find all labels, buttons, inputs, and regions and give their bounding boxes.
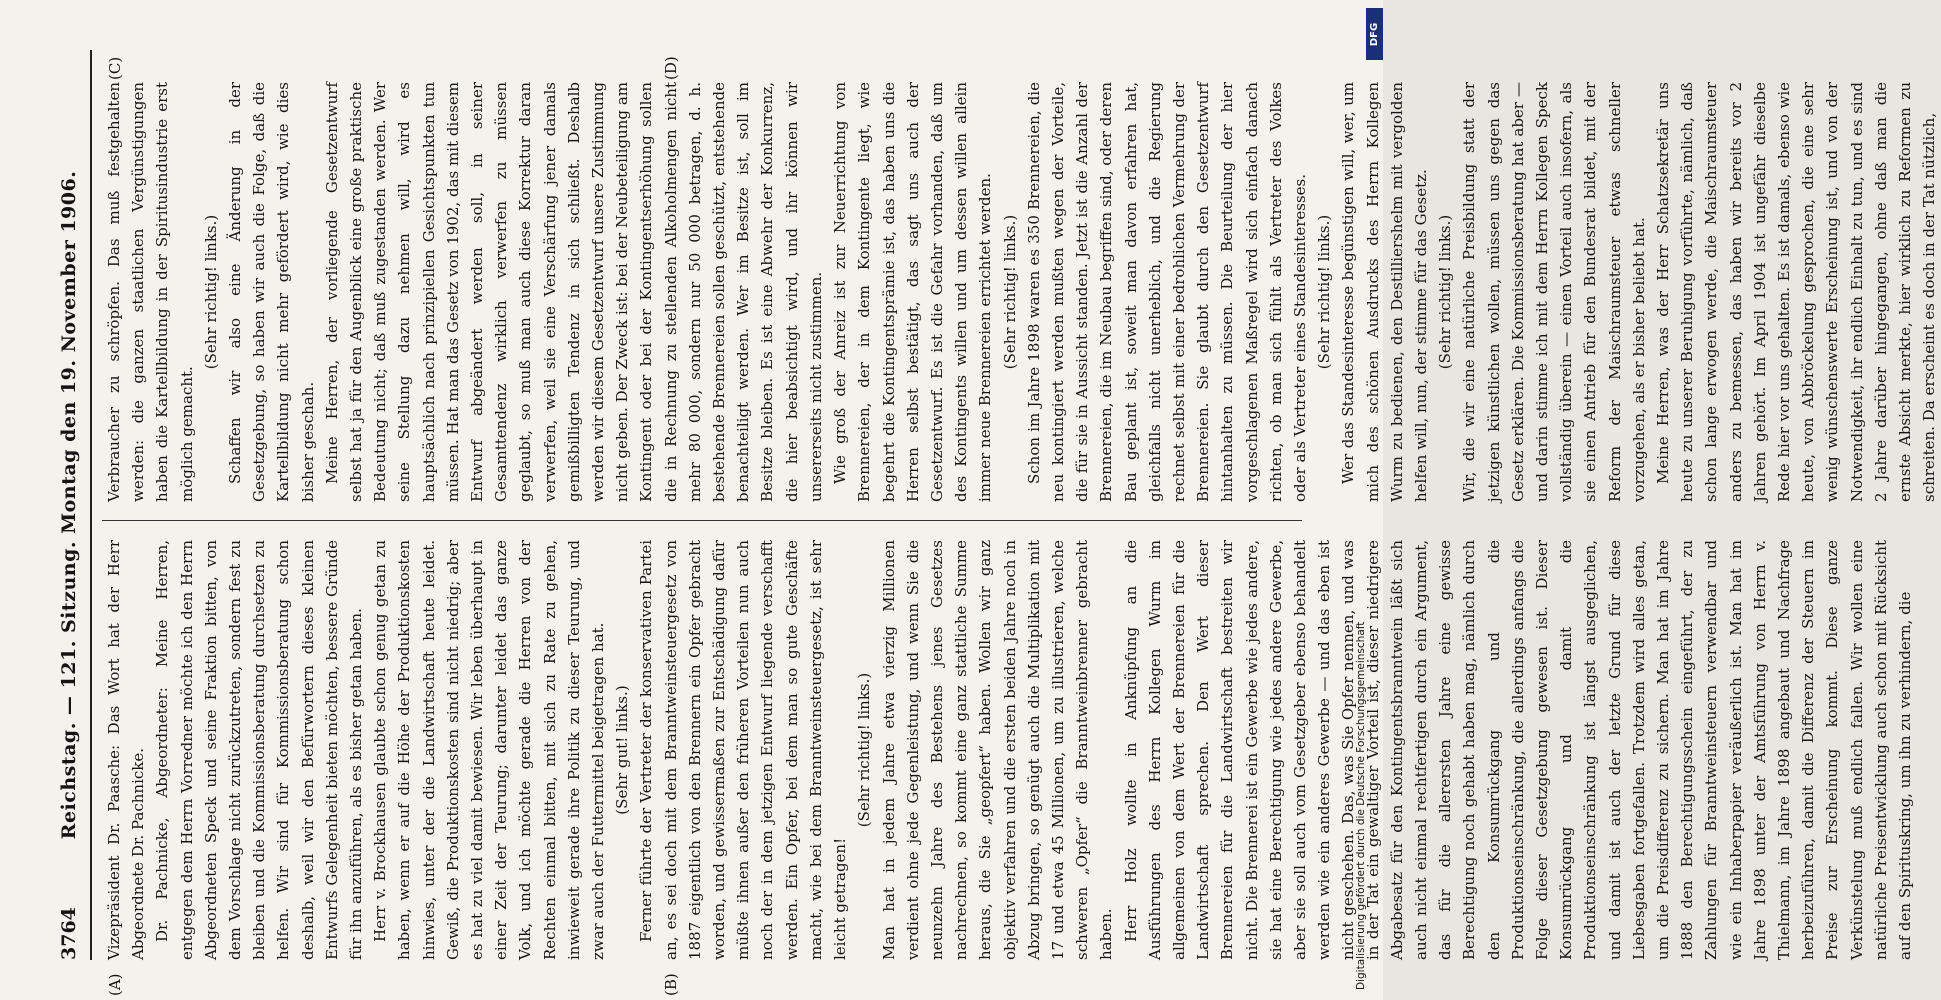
paragraph: Meine Herren, der vorliegende Gesetzentwurf selbst hat ja für den Augenblick eine große praktische Bedeutung nicht; daß muß zugestanden werden. Wer seine Stellung dazu nehmen will, wird es hauptsächlich nach prinzipiellen Gesichtspunkten tun müssen. Hat man das Gesetz von 1902, das mit diesem Entwurf abgeändert werden soll, in seiner Gesamttendenz wirklich verwerfen zu müssen geglaubt, so muß man auch diese Korrektur daran verwerfen, weil sie eine Verschärfung jener damals gemißbilligten Tendenz in sich schließt. Deshalb werden wir diesem Gesetzentwurf unsere Zustimmung nicht geben. Der Zweck ist: bei der Neubeteiligung am Kontingent oder bei der Kontingentserhöhung sollen die in Rechnung zu stellenden Alkoholmengen nicht mehr 80 000, sondern nur 50 000 betragen, d. h. bestehende Brennereien sollen geschützt, entstehende benachteiligt werden. Wer im Besitze ist, soll im Besitze bleiben. Es ist eine Abwehr der Konkurrenz, die hier beabsichtigt wird, und ihr können wir unsererseits nicht zustimmen. [322,82,825,502]
paragraph: Wie groß der Anreiz ist zur Neuerrichtung von Brennereien, der in dem Kontingente liegt, wie begehrt die Kontingentsprämie ist, das haben uns die Herren selbst bestätigt, das sagt uns auch der Gesetzentwurf. Es ist die Gefahr vorhanden, daß um des Kontingents willen und um dessen willen allein immer neue Brennereien errichtet werden. [831,82,995,502]
page-title: Reichstag. — 121. Sitzung. Montag den 19. November 1906. [58,170,80,840]
credit-text: Digitalisierung gefördert durch die Deutsche Forschungsgemeinschaft [1355,621,1367,990]
paragraph: Vizepräsident Dr. Paasche: Das Wort hat der Herr Abgeordnete Dr. Pachnicke. [105,540,148,960]
header-rule [90,50,92,960]
column-divider [102,520,1302,521]
margin-marker-a: (A) [106,973,124,996]
paragraph: (Sehr richtig! links.) [1436,214,1455,370]
dfg-logo-text: DFG [1369,22,1380,46]
paragraph: Dr. Pachnicke, Abgeordneter: Meine Herren, entgegen dem Herrn Vorredner möchte ich den Herrn Abgeordneten Speck und seine Fraktion bitten, von dem Vorschlage nicht zurückzutreten, sondern fest zu bleiben und die Kommissionsberatung durchsetzen zu helfen. Wir sind für Kommissionsberatung schon deshalb, weil wir den Befürwortern dieses kleinen Entwurfs Gelegenheit bieten möchten, bessere Gründe für ihn anzuführen, als es bisher getan haben. [153,540,366,960]
paragraph: Herr v. Brockhausen glaubte schon genug getan zu haben, wenn er auf die Höhe der Produktionskosten hinwies, unter der die Landwirtschaft heute leidet. Gewiß, die Produktionskosten sind nicht niedrig; aber es hat zu viel damit bewiesen. Wir leben überhaupt in einer Zeit der Teurung; darunter leidet das ganze Volk, und ich möchte gerade die Herren von der Rechten einmal bitten, mit sich zu Rate zu gehen, inwieweit gerade ihre Politik zu dieser Teurung, und zwar auch der Futtermittel beigetragen hat. [371,540,608,960]
paragraph: (Sehr richtig! links.) [201,214,220,370]
page-header [50,50,90,960]
paragraph: Herr Holz wollte in Anknüpfung an die Ausführungen des Herrn Kollegen Wurm im allgemeinen von dem Wert der Brennereien für die Landwirtschaft sprechen. Den Wert dieser Brennereien für die Landwirtschaft bestreiten wir nicht. Die Brennerei ist ein Gewerbe wie jedes andere, sie hat eine Berechtigung wie jedes andere Gewerbe, aber sie soll auch vom Gesetzgeber ebenso behandelt werden wie ein anderes Gewerbe — und das eben ist nicht geschehen. Das, was Sie Opfer nennen, und was in der Tat ein gewaltiger Vorteil ist, dieser niedrigere Abgabesatz für den Kontingentsbranntwein läßt sich auch nicht einmal rechtfertigen durch ein Argument, das für die allerersten Jahre eine gewisse Berechtigung noch gehabt haben mag, nämlich durch den Konsumrückgang und die Produktionseinschränkung, die allerdings anfangs die Folge dieser Gesetzgebung gewesen ist. Dieser Konsumrückgang und damit die Produktionseinschränkung ist längst ausgeglichen, und damit ist auch der letzte Grund für diese Liebesgaben fortgefallen. Trotzdem wird alles getan, um die Preisdifferenz zu sichern. Man hat im Jahre 1888 den Berechtigungsschein eingeführt, der zu Zahlungen für Branntweinsteuern verwendbar und wie ein Inhaberpapier veräußerlich ist. Man hat im Jahre 1898 unter der Amtsführung von Herrn v. Thielmann, im Jahre 1898 angebaut und Nachfrage herbeizuführen, damit die Differenz der Steuern im Preise zur Erscheinung kommt. Diese ganze Verkünstelung muß endlich fallen. Wir wollen eine natürliche Preisentwicklung auch schon mit Rücksicht auf den Spirituskring, um ihn zu verhindern, die [1121,540,1915,960]
margin-marker-d: (D) [662,56,680,80]
paragraph: (Sehr gut! links.) [613,685,632,815]
paragraph: (Sehr richtig! links.) [855,672,874,828]
margin-marker-c: (C) [106,56,124,80]
paragraph: Man hat in jedem Jahre etwa vierzig Millionen verdient ohne jede Gegenleistung, und wenn Sie die neunzehn Jahre des Bestehens jenes Gesetzes nachrechnen, so kommt eine ganz stattliche Summe heraus, die Sie „geopfert“ haben. Wollen wir ganz objektiv verfahren und die ersten beiden Jahre noch in Abzug bringen, so genügt auch die Multiplikation mit 17 und etwa 45 Millionen, um zu illustrieren, welche schweren „Opfer“ die Branntweinbrenner gebracht haben. [879,540,1116,960]
paragraph: Wer das Standesinteresse begünstigen will, wer, um mich des schönen Ausdrucks des Herrn Kollegen Wurm zu bedienen, den Destilliershelm mit vergolden helfen will, nun, der stimme für das Gesetz. [1339,82,1430,502]
right-text-column [102,82,1939,502]
paragraph: (Sehr richtig! links.) [1000,214,1019,370]
digitization-credit [1346,40,1376,990]
dfg-logo [1366,8,1383,60]
paragraph: Meine Herren, was der Herr Schatzsekretär uns heute zu unserer Beruhigung vorführte, nämlich, daß schon lange erwogen werde, die Maischraumsteuer anders zu bemessen, das haben wir bereits vor 2 Jahren gehört. Im April 1904 ist ungefähr dieselbe Rede hier vor uns gehalten. Es ist damals, ebenso wie heute, von Abbröckelung gesprochen, die eine sehr wenig wünschenswerte Erscheinung ist, und von der Notwendigkeit, ihr endlich Einhalt zu tun, und es sind 2 Jahre darüber hingegangen, ohne daß man die ernste Absicht merkte, hier wirklich zu Reformen zu schreiten. Da erscheint es doch in der Tat nützlich, [1654,82,1939,502]
page-number: 3764 [58,907,80,960]
paragraph: (Sehr richtig! links.) [1315,214,1334,370]
paragraph: Verbraucher zu schröpfen. Das muß festgehalten werden: die ganzen staatlichen Vergünstigungen haben die Kartellbildung in der Spiritusindustrie erst möglich gemacht. [105,82,196,502]
paragraph: Schon im Jahre 1898 waren es 350 Brennereien, die neu kontingiert werden mußten wegen der Vorteile, die für sie in Aussicht standen. Jetzt ist die Anzahl der Brennereien, die im Neubau begriffen sind, oder deren Bau geplant ist, soweit man davon erfahren hat, gleichfalls nicht unerheblich, und die Regierung rechnet selbst mit einer bedrohlichen Vermehrung der Brennereien. Sie glaubt durch den Gesetzentwurf hintanhalten zu müssen. Die Beurteilung der hier vorgeschlagenen Maßregel wird sich einfach danach richten, ob man sich fühlt als Vertreter des Volkes oder als Vertreter eines Standesinteresses. [1024,82,1309,502]
paragraph: Schaffen wir also eine Änderung in der Gesetzgebung, so haben wir auch die Folge, daß die Kartellbildung nicht mehr gefördert wird, wie dies bisher geschah. [226,82,317,502]
paragraph: Ferner führte der Vertreter der konservativen Partei an, es sei doch mit dem Branntweinsteuergesetz von 1887 eigentlich von den Brennern ein Opfer gebracht worden, und gewissermaßen zur Entschädigung dafür müßte ihnen außer den früheren Vorteilen nun auch noch der in dem jetzigen Entwurf liegende verschafft werden. Ein Opfer, bei dem man so gute Geschäfte macht, wie bei dem Branntweinsteuergesetz, ist sehr leicht getragen! [637,540,850,960]
margin-marker-b: (B) [662,973,680,996]
paragraph: Wir, die wir eine natürliche Preisbildung statt der jetzigen künstlichen wollen, müssen uns gegen das Gesetz erklären. Die Kommissionsberatung hat aber — und darin stimme ich mit dem Herrn Kollegen Speck vollständig überein — einen Vorteil auch insofern, als sie einen Antrieb für den Bundesrat bildet, mit der Reform der Maischraumsteuer etwas schneller vorzugehen, als er bisher beliebt hat. [1460,82,1648,502]
